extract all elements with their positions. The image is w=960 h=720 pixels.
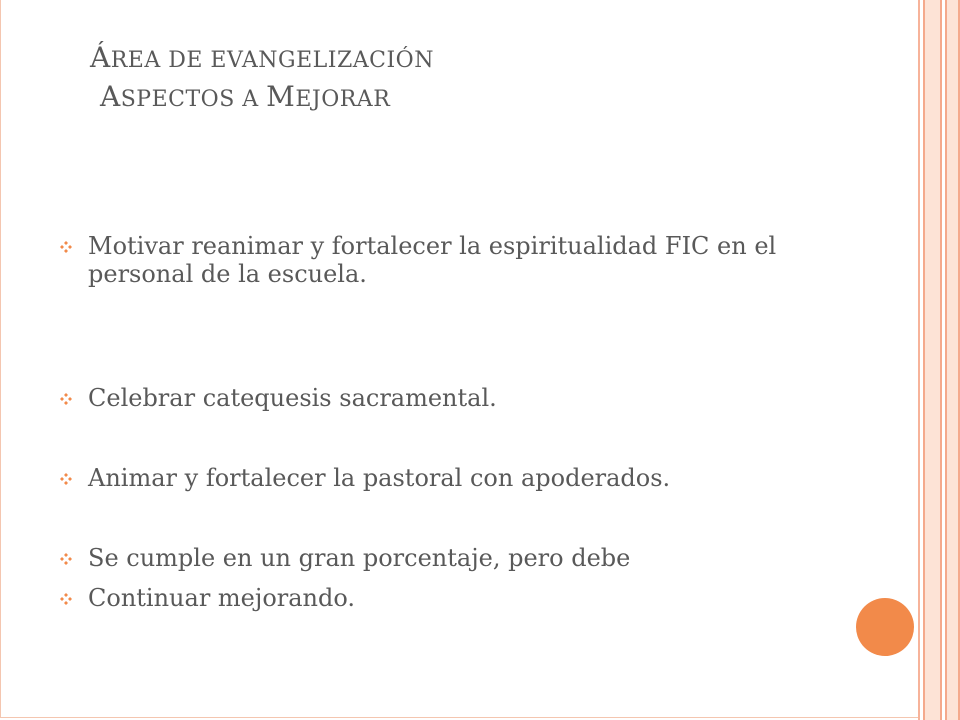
list-item: Animar y fortalecer la pastoral con apoderados. xyxy=(60,464,840,492)
title-line-2: ASPECTOS A MEJORAR xyxy=(100,80,391,113)
decorative-side-stripes xyxy=(918,0,960,720)
four-diamond-bullet-icon xyxy=(60,593,72,605)
title-line-1: ÁREA DE EVANGELIZACIÓN xyxy=(90,41,434,74)
four-diamond-bullet-icon xyxy=(60,553,72,565)
list-item: Continuar mejorando. xyxy=(60,584,840,612)
slide-title xyxy=(90,40,850,118)
four-diamond-bullet-icon xyxy=(60,393,72,405)
list-item: Se cumple en un gran porcentaje, pero debe xyxy=(60,544,840,572)
decorative-orange-circle xyxy=(856,598,914,656)
four-diamond-bullet-icon xyxy=(60,473,72,485)
bullet-list xyxy=(60,232,840,612)
list-item: Celebrar catequesis sacramental. xyxy=(60,384,840,412)
list-item: Motivar reanimar y fortalecer la espiritualidad FIC en el personal de la escuela. xyxy=(60,232,840,288)
four-diamond-bullet-icon xyxy=(60,241,72,253)
